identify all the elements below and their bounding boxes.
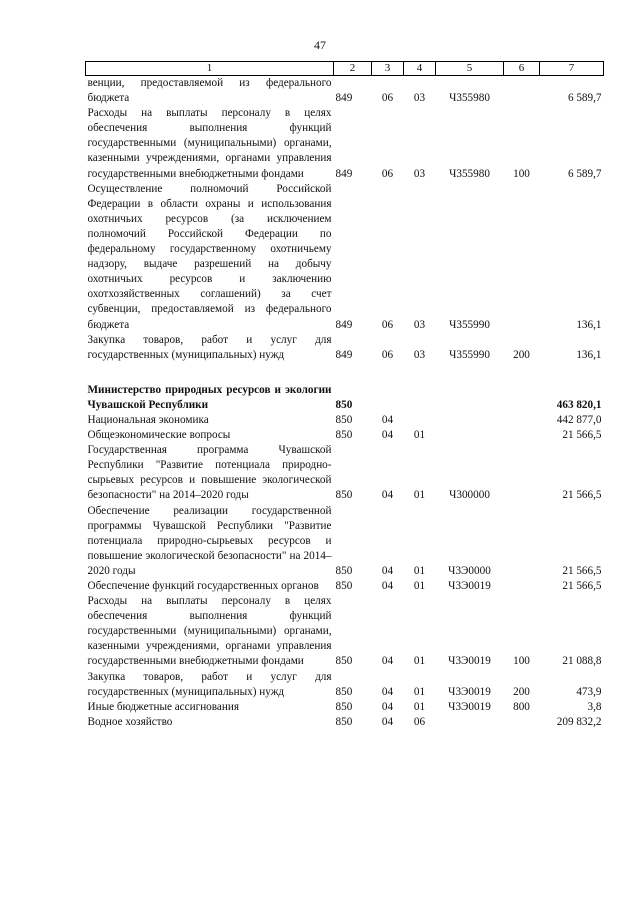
row-description: Закупка товаров, работ и услуг для государственных (муниципальных) нужд bbox=[87, 670, 332, 698]
amount-value: 136,1 bbox=[576, 348, 602, 361]
subsection-code: 01 bbox=[413, 429, 426, 442]
section-code: 04 bbox=[381, 655, 394, 668]
expense-type-code bbox=[504, 182, 540, 333]
admin-code: 850 bbox=[335, 564, 353, 577]
subsection-code: 01 bbox=[413, 700, 426, 713]
subsection-code: 03 bbox=[413, 318, 426, 331]
row-description: Государственная программа Чувашской Республики "Развитие потенциала природно-сырьевых ресурсов и повышение экологической безопасности" на 2014–2020 годы bbox=[87, 444, 332, 502]
table-header-row bbox=[86, 62, 604, 76]
admin-code: 850 bbox=[335, 715, 353, 728]
amount-value: 21 088,8 bbox=[562, 655, 602, 668]
amount-value: 209 832,2 bbox=[556, 715, 602, 728]
target-article-code: Ч355990 bbox=[449, 348, 490, 361]
section-code: 06 bbox=[381, 92, 394, 105]
target-article-code: Ч355990 bbox=[449, 318, 490, 331]
admin-code: 850 bbox=[335, 489, 353, 502]
row-description: Обеспечение реализации государственной программы Чувашской Республики "Развитие потенциала природно-сырьевых ресурсов и повышение экологической безопасности" на 2014–2020 годы bbox=[87, 504, 332, 577]
table-body bbox=[86, 76, 604, 730]
column-header: 1 bbox=[86, 62, 334, 76]
target-article-code: Ч3Э0019 bbox=[448, 655, 491, 668]
target-article-code: Ч3Э0000 bbox=[448, 564, 491, 577]
table-row bbox=[86, 579, 604, 594]
admin-code: 850 bbox=[335, 398, 353, 411]
target-article-code: Ч300000 bbox=[449, 489, 490, 502]
expense-type-code: 200 bbox=[513, 348, 530, 361]
budget-table bbox=[85, 61, 604, 730]
admin-code: 850 bbox=[335, 655, 353, 668]
column-header: 2 bbox=[334, 62, 372, 76]
row-description: Иные бюджетные ассигнования bbox=[87, 700, 239, 713]
column-header: 3 bbox=[372, 62, 404, 76]
admin-code: 850 bbox=[335, 429, 353, 442]
expense-type-code bbox=[504, 413, 540, 428]
section-code bbox=[372, 383, 404, 413]
admin-code: 849 bbox=[335, 167, 353, 180]
column-header: 5 bbox=[436, 62, 504, 76]
target-article-code: Ч3Э0019 bbox=[448, 700, 491, 713]
table-row bbox=[86, 76, 604, 107]
amount-value: 473,9 bbox=[576, 685, 602, 698]
admin-code: 850 bbox=[335, 685, 353, 698]
table-row bbox=[86, 700, 604, 715]
subsection-code: 03 bbox=[413, 92, 426, 105]
table-row bbox=[86, 504, 604, 579]
table-row bbox=[86, 594, 604, 669]
expense-type-code: 100 bbox=[513, 655, 530, 668]
target-article-code bbox=[436, 383, 504, 413]
admin-code: 849 bbox=[335, 348, 353, 361]
section-code: 06 bbox=[381, 318, 394, 331]
row-description: Обеспечение функций государственных органов bbox=[87, 580, 319, 592]
row-description: Осуществление полномочий Российской Федерации в области охраны и использования охотничьих ресурсов (за исключением полномочий Российской Федерации по федеральному государственному охотничьему надзору, выдаче разрешений на добычу охотничьих ресурсов и заключению охотхозяйственных соглашений) за счет субвенции, предоставляемой из федерального бюджета bbox=[87, 182, 332, 331]
subsection-code: 03 bbox=[413, 167, 426, 180]
section-code: 04 bbox=[381, 564, 394, 577]
row-description: Расходы на выплаты персоналу в целях обеспечения выполнения функций государственными (муниципальными) органами, казенными учреждениями, органами управления государственными внебюджетными фондами bbox=[87, 595, 332, 668]
subsection-code: 01 bbox=[413, 564, 426, 577]
target-article-code: Ч355980 bbox=[449, 92, 490, 105]
section-code: 04 bbox=[381, 715, 394, 728]
table-row bbox=[86, 428, 604, 443]
column-header: 6 bbox=[504, 62, 540, 76]
amount-value: 3,8 bbox=[587, 700, 602, 713]
subsection-code: 01 bbox=[413, 489, 426, 502]
target-article-code: Ч3Э0019 bbox=[448, 685, 491, 698]
table-row bbox=[86, 182, 604, 333]
row-description: Водное хозяйство bbox=[87, 715, 173, 728]
subsection-code bbox=[404, 413, 436, 428]
amount-value: 463 820,1 bbox=[556, 398, 602, 411]
expense-type-code bbox=[504, 715, 540, 730]
table-row bbox=[86, 670, 604, 700]
expense-type-code bbox=[504, 579, 540, 594]
row-description: Национальная экономика bbox=[87, 413, 209, 426]
table-row bbox=[86, 413, 604, 428]
section-code: 06 bbox=[381, 167, 394, 180]
target-article-code bbox=[436, 413, 504, 428]
row-description: Расходы на выплаты персоналу в целях обеспечения выполнения функций государственными (муниципальными) органами, казенными учреждениями, органами управления государственными внебюджетными фондами bbox=[87, 107, 332, 180]
expense-type-code: 100 bbox=[513, 167, 530, 180]
row-description: Общеэкономические вопросы bbox=[87, 429, 231, 442]
amount-value: 6 589,7 bbox=[567, 167, 602, 180]
target-article-code: Ч3Э0019 bbox=[448, 580, 491, 592]
expense-type-code bbox=[504, 383, 540, 413]
subsection-code bbox=[404, 383, 436, 413]
target-article-code bbox=[436, 428, 504, 443]
spacer-row bbox=[86, 363, 604, 383]
page-number: 47 bbox=[314, 38, 326, 52]
table-row bbox=[86, 106, 604, 181]
section-code: 04 bbox=[381, 413, 394, 426]
expense-type-code: 800 bbox=[513, 700, 530, 713]
row-description: Министерство природных ресурсов и экологии Чувашской Республики bbox=[87, 383, 332, 411]
column-header: 4 bbox=[404, 62, 436, 76]
section-code: 04 bbox=[381, 580, 394, 592]
table-row bbox=[86, 715, 604, 730]
subsection-code: 01 bbox=[413, 685, 426, 698]
amount-value: 21 566,5 bbox=[562, 429, 602, 442]
column-header: 7 bbox=[540, 62, 604, 76]
expense-type-code bbox=[504, 76, 540, 107]
subsection-code: 06 bbox=[413, 715, 426, 728]
amount-value: 21 566,5 bbox=[562, 489, 602, 502]
admin-code: 850 bbox=[335, 413, 353, 426]
amount-value: 136,1 bbox=[576, 318, 602, 331]
section-code: 06 bbox=[381, 348, 394, 361]
expense-type-code bbox=[504, 443, 540, 503]
amount-value: 6 589,7 bbox=[567, 92, 602, 105]
row-description: венции, предоставляемой из федерального бюджета bbox=[87, 77, 332, 105]
section-code: 04 bbox=[381, 700, 394, 713]
section-code: 04 bbox=[381, 685, 394, 698]
expense-type-code bbox=[504, 504, 540, 579]
table-row bbox=[86, 333, 604, 363]
section-code: 04 bbox=[381, 429, 394, 442]
table-row bbox=[86, 383, 604, 413]
amount-value: 442 877,0 bbox=[556, 413, 602, 426]
admin-code: 849 bbox=[335, 92, 353, 105]
admin-code: 850 bbox=[335, 700, 353, 713]
admin-code: 850 bbox=[335, 580, 353, 592]
admin-code: 849 bbox=[335, 318, 353, 331]
target-article-code: Ч355980 bbox=[449, 167, 490, 180]
section-code: 04 bbox=[381, 489, 394, 502]
amount-value: 21 566,5 bbox=[562, 564, 602, 577]
expense-type-code: 200 bbox=[513, 685, 530, 698]
subsection-code: 03 bbox=[413, 348, 426, 361]
amount-value: 21 566,5 bbox=[562, 580, 602, 592]
subsection-code: 01 bbox=[413, 580, 426, 592]
table-row bbox=[86, 443, 604, 503]
target-article-code bbox=[436, 715, 504, 730]
row-description: Закупка товаров, работ и услуг для государственных (муниципальных) нужд bbox=[87, 333, 332, 361]
expense-type-code bbox=[504, 428, 540, 443]
subsection-code: 01 bbox=[413, 655, 426, 668]
